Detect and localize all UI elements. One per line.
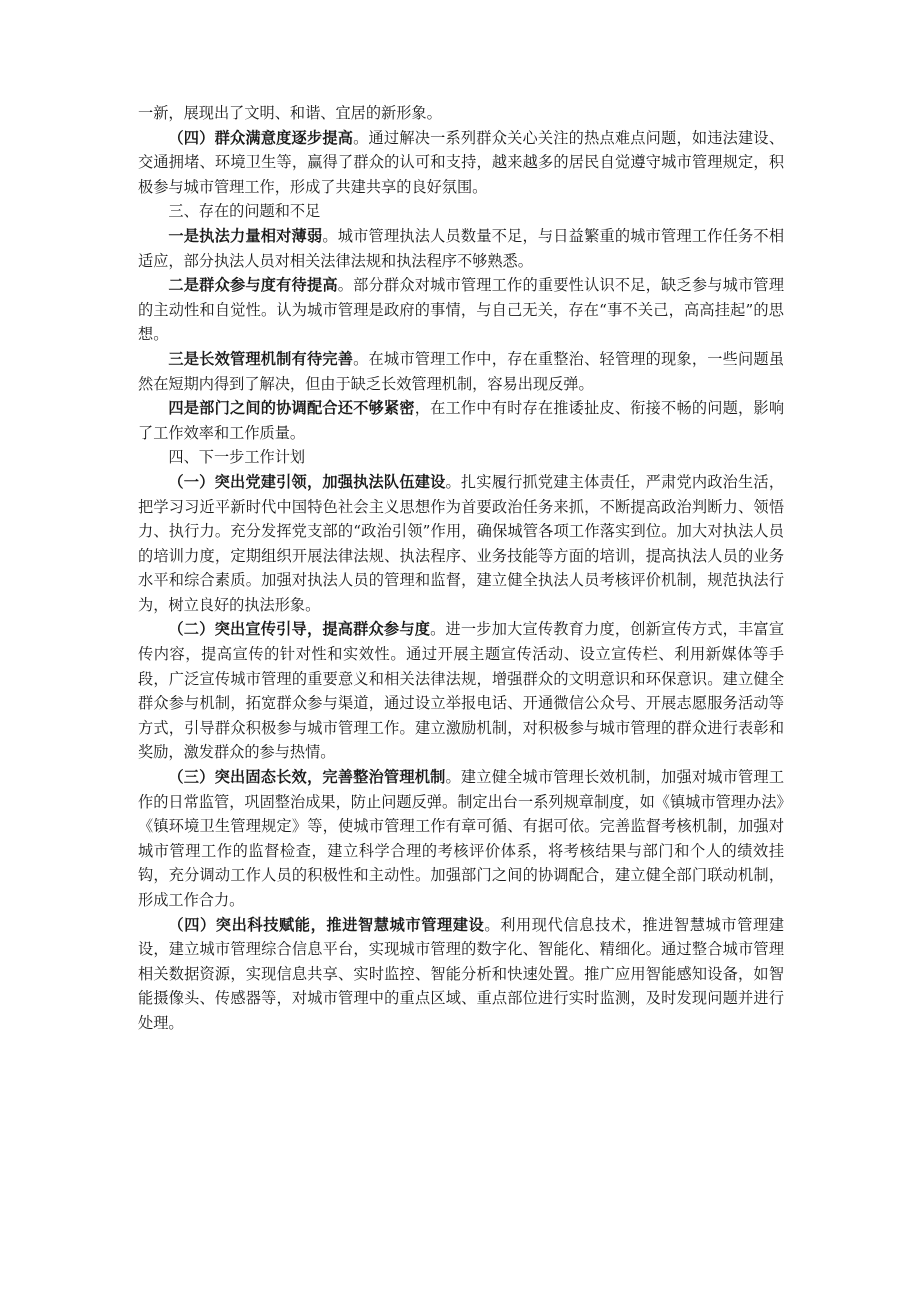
paragraph-lead: （一）突出党建引领，加强执法队伍建设 (168, 472, 446, 491)
paragraph-problem-4 (138, 396, 784, 445)
paragraph-text: 一新，展现出了文明、和谐、宜居的新形象。 (138, 104, 442, 122)
paragraph-text: ，在工作中有时存在推诿扯皮、衔接不畅的问题，影响了工作效率和工作质量。 (138, 399, 785, 442)
paragraph-continuation (138, 101, 784, 126)
paragraph-text: 。进一步加大宣传教育力度，创新宣传方式，丰富宣传内容，提高宣传的针对性和实效性。通过开展主题宣传活动、设立宣传栏、利用新媒体等手段，广泛宣传城市管理的重要意义和相关法律法规，增强群众的文明意识和环保意识。建立健全群众参与机制，拓宽群众参与渠道，通过设立举报电话、开通微信公众号、开展志愿服务活动等方式，引导群众积极参与城市管理工作。建立激励机制，对积极参与城市管理的群众进行表彰和奖励，激发群众的参与热情。 (138, 620, 785, 762)
paragraph-problem-2 (138, 273, 784, 347)
paragraph-text: 。在城市管理工作中，存在重整治、轻管理的现象，一些问题虽然在短期内得到了解决，但由于缺乏长效管理机制，容易出现反弹。 (138, 349, 785, 393)
paragraph-lead: （二）突出宣传引导，提高群众参与度 (168, 620, 431, 639)
document-body (138, 101, 784, 1036)
section-heading-plan: 四、下一步工作计划 (168, 448, 306, 467)
paragraph-plan-3 (138, 765, 784, 913)
paragraph-text: 。利用现代信息技术，推进智慧城市管理建设，建立城市管理综合信息平台，实现城市管理的数字化、智能化、精细化。通过整合城市管理相关数据资源，实现信息共享、实时监控、智能分析和快速处置。推广应用智能感知设备，如智能摄像头、传感器等，对城市管理中的重点区域、重点部位进行实时监测，及时发现问题并进行处理。 (138, 915, 785, 1032)
paragraph-lead: （三）突出固态长效，完善整治管理机制 (168, 768, 446, 787)
paragraph-lead: （四）群众满意度逐步提高 (168, 128, 354, 147)
paragraph-plan-1 (138, 470, 784, 618)
paragraph-text: 。通过解决一系列群众关心关注的热点难点问题，如违法建设、交通拥堵、环境卫生等，赢得了群众的认可和支持，越来越多的居民自觉遵守城市管理规定，积极参与城市管理工作，形成了共建共享的良好氛围。 (138, 128, 785, 196)
paragraph-plan-2 (138, 617, 784, 765)
paragraph-text: 。城市管理执法人员数量不足，与日益繁重的城市管理工作任务不相适应，部分执法人员对相关法律法规和执法程序不够熟悉。 (138, 226, 785, 270)
paragraph-lead: 四是部门之间的协调配合还不够紧密 (168, 399, 415, 418)
paragraph-text: 。建立健全城市管理长效机制，加强对城市管理工作的日常监管，巩固整治成果，防止问题反弹。制定出台一系列规章制度，如《镇城市管理办法》《镇环境卫生管理规定》等，使城市管理工作有章可循、有据可依。完善监督考核机制，加强对城市管理工作的监督检查，建立科学合理的考核评价体系，将考核结果与部门和个人的绩效挂钩，充分调动工作人员的积极性和主动性。加强部门之间的协调配合，建立健全部门联动机制，形成工作合力。 (138, 768, 785, 909)
paragraph-satisfaction (138, 126, 784, 200)
paragraph-plan-4 (138, 913, 784, 1036)
paragraph-text: 。部分群众对城市管理工作的重要性认识不足，缺乏参与城市管理的主动性和自觉性。认为城市管理是政府的事情，与自己无关，存在“事不关己，高高挂起”的思想。 (138, 276, 785, 344)
paragraph-lead: 一是执法力量相对薄弱 (168, 226, 323, 245)
paragraph-text: 。扎实履行抓党建主体责任，严肃党内政治生活，把学习习近平新时代中国特色社会主义思想作为首要政治任务来抓，不断提高政治判断力、领悟力、执行力。充分发挥党支部的“政治引领”作用，确保城管各项工作落实到位。加大对执法人员的培训力度，定期组织开展法律法规、执法程序、业务技能等方面的培训，提高执法人员的业务水平和综合素质。加强对执法人员的管理和监督，建立健全执法人员考核评价机制，规范执法行为，树立良好的执法形象。 (138, 472, 785, 614)
paragraph-lead: （四）突出科技赋能，推进智慧城市管理建设 (168, 915, 485, 934)
paragraph-problem-1 (138, 224, 784, 273)
paragraph-lead: 二是群众参与度有待提高 (168, 276, 338, 295)
section-heading-problems: 三、存在的问题和不足 (168, 202, 321, 221)
paragraph-lead: 三是长效管理机制有待完善 (168, 349, 354, 368)
paragraph-problem-3 (138, 347, 784, 396)
